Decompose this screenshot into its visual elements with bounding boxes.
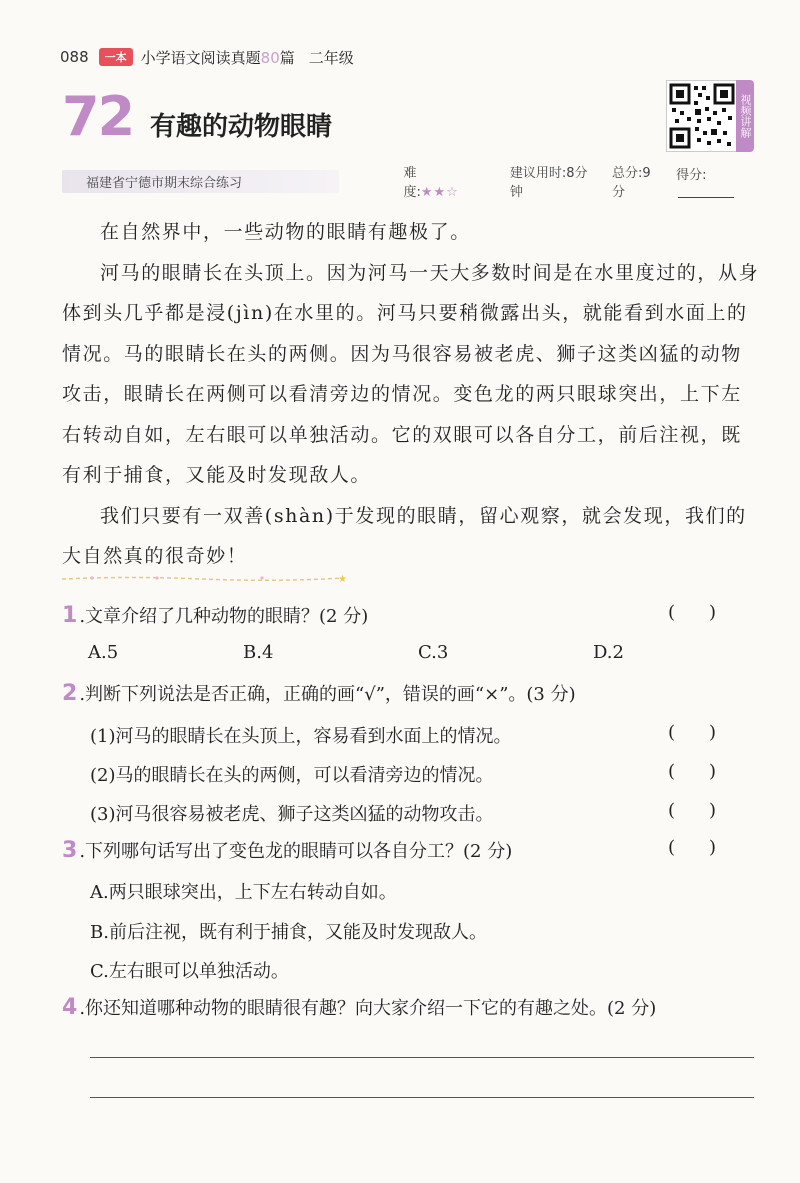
qr-code-icon: [667, 81, 737, 151]
running-header: [60, 44, 354, 70]
option-b[interactable]: B.4: [243, 642, 274, 663]
question-4: 4 .你还知道哪种动物的眼睛很有趣？向大家介绍一下它的有趣之处。(2 分): [62, 995, 657, 1020]
lesson-title: 有趣的动物眼睛: [150, 112, 333, 142]
answer-line[interactable]: [90, 1097, 754, 1098]
answer-blank[interactable]: (): [667, 722, 750, 743]
option-a[interactable]: A.5: [88, 642, 119, 663]
answer-line[interactable]: [90, 1057, 754, 1058]
judgement-item: (2)马的眼睛长在头的两侧，可以看清旁边的情况。 (): [90, 761, 750, 786]
book-title: 小学语文阅读真题80篇: [140, 48, 295, 67]
difficulty-stars: ★★☆: [420, 185, 459, 200]
grade-label: 二年级: [308, 48, 354, 67]
brand-badge: 一本: [99, 48, 133, 66]
answer-blank[interactable]: (): [667, 761, 750, 782]
info-bar: [62, 166, 762, 200]
page-number: 088: [60, 48, 89, 66]
star-icon: ★: [338, 574, 347, 582]
decorative-divider: [62, 574, 352, 582]
answer-blank[interactable]: (): [667, 800, 750, 821]
source-label: 福建省宁德市期末综合练习: [62, 170, 339, 193]
option-a[interactable]: A.两只眼球突出，上下左右转动自如。: [90, 882, 397, 903]
option-d[interactable]: D.2: [593, 642, 624, 663]
difficulty: 难度:★★☆: [403, 166, 459, 200]
answer-blank[interactable]: (): [667, 602, 750, 623]
paragraph: 我们只要有一双善(shàn)于发现的眼睛，留心观察，就会发现，我们的大自然真的很奇妙！: [62, 504, 747, 567]
question-1: 1 .文章介绍了几种动物的眼睛？(2 分) (): [62, 602, 750, 628]
question-3: 3 .下列哪句话写出了变色龙的眼睛可以各自分工？(2 分) (): [62, 837, 750, 863]
paragraph: 在自然界中，一些动物的眼睛有趣极了。: [100, 221, 471, 243]
qr-code[interactable]: [666, 80, 738, 152]
option-b[interactable]: B.前后注视，既有利于捕食，又能及时发现敌人。: [90, 922, 487, 943]
reading-passage: [62, 212, 762, 577]
total-score: 总分:9分: [611, 166, 651, 200]
paragraph: 河马的眼睛长在头顶上。因为河马一天大多数时间是在水里度过的，从身体到头几乎都是浸(jìn)在水里的。河马只要稍微露出头，就能看到水面上的情况。马的眼睛长在头的两侧。因为马很容易被老虎、狮子这类凶猛的动物攻击，眼睛长在两侧可以看清旁边的情况。变色龙的两只眼球突出，上下左右转动自如，左右眼可以单独活动。它的双眼可以各自分工，前后注视，既有利于捕食，又能及时发现敌人。: [62, 261, 760, 486]
option-c[interactable]: C.左右眼可以单独活动。: [90, 961, 289, 982]
judgement-item: (3)河马很容易被老虎、狮子这类凶猛的动物攻击。 (): [90, 800, 750, 825]
score-field[interactable]: 得分:: [676, 164, 762, 198]
judgement-item: (1)河马的眼睛长在头顶上，容易看到水面上的情况。 (): [90, 722, 750, 747]
question-2: 2 .判断下列说法是否正确，正确的画“√”，错误的画“×”。(3 分): [62, 681, 576, 706]
answer-blank[interactable]: (): [667, 837, 750, 858]
option-c[interactable]: C.3: [418, 642, 449, 663]
suggested-time: 建议用时:8分钟: [509, 166, 588, 200]
lesson-number: 72: [62, 85, 134, 148]
video-explain-tab[interactable]: 视频讲解: [736, 80, 754, 152]
